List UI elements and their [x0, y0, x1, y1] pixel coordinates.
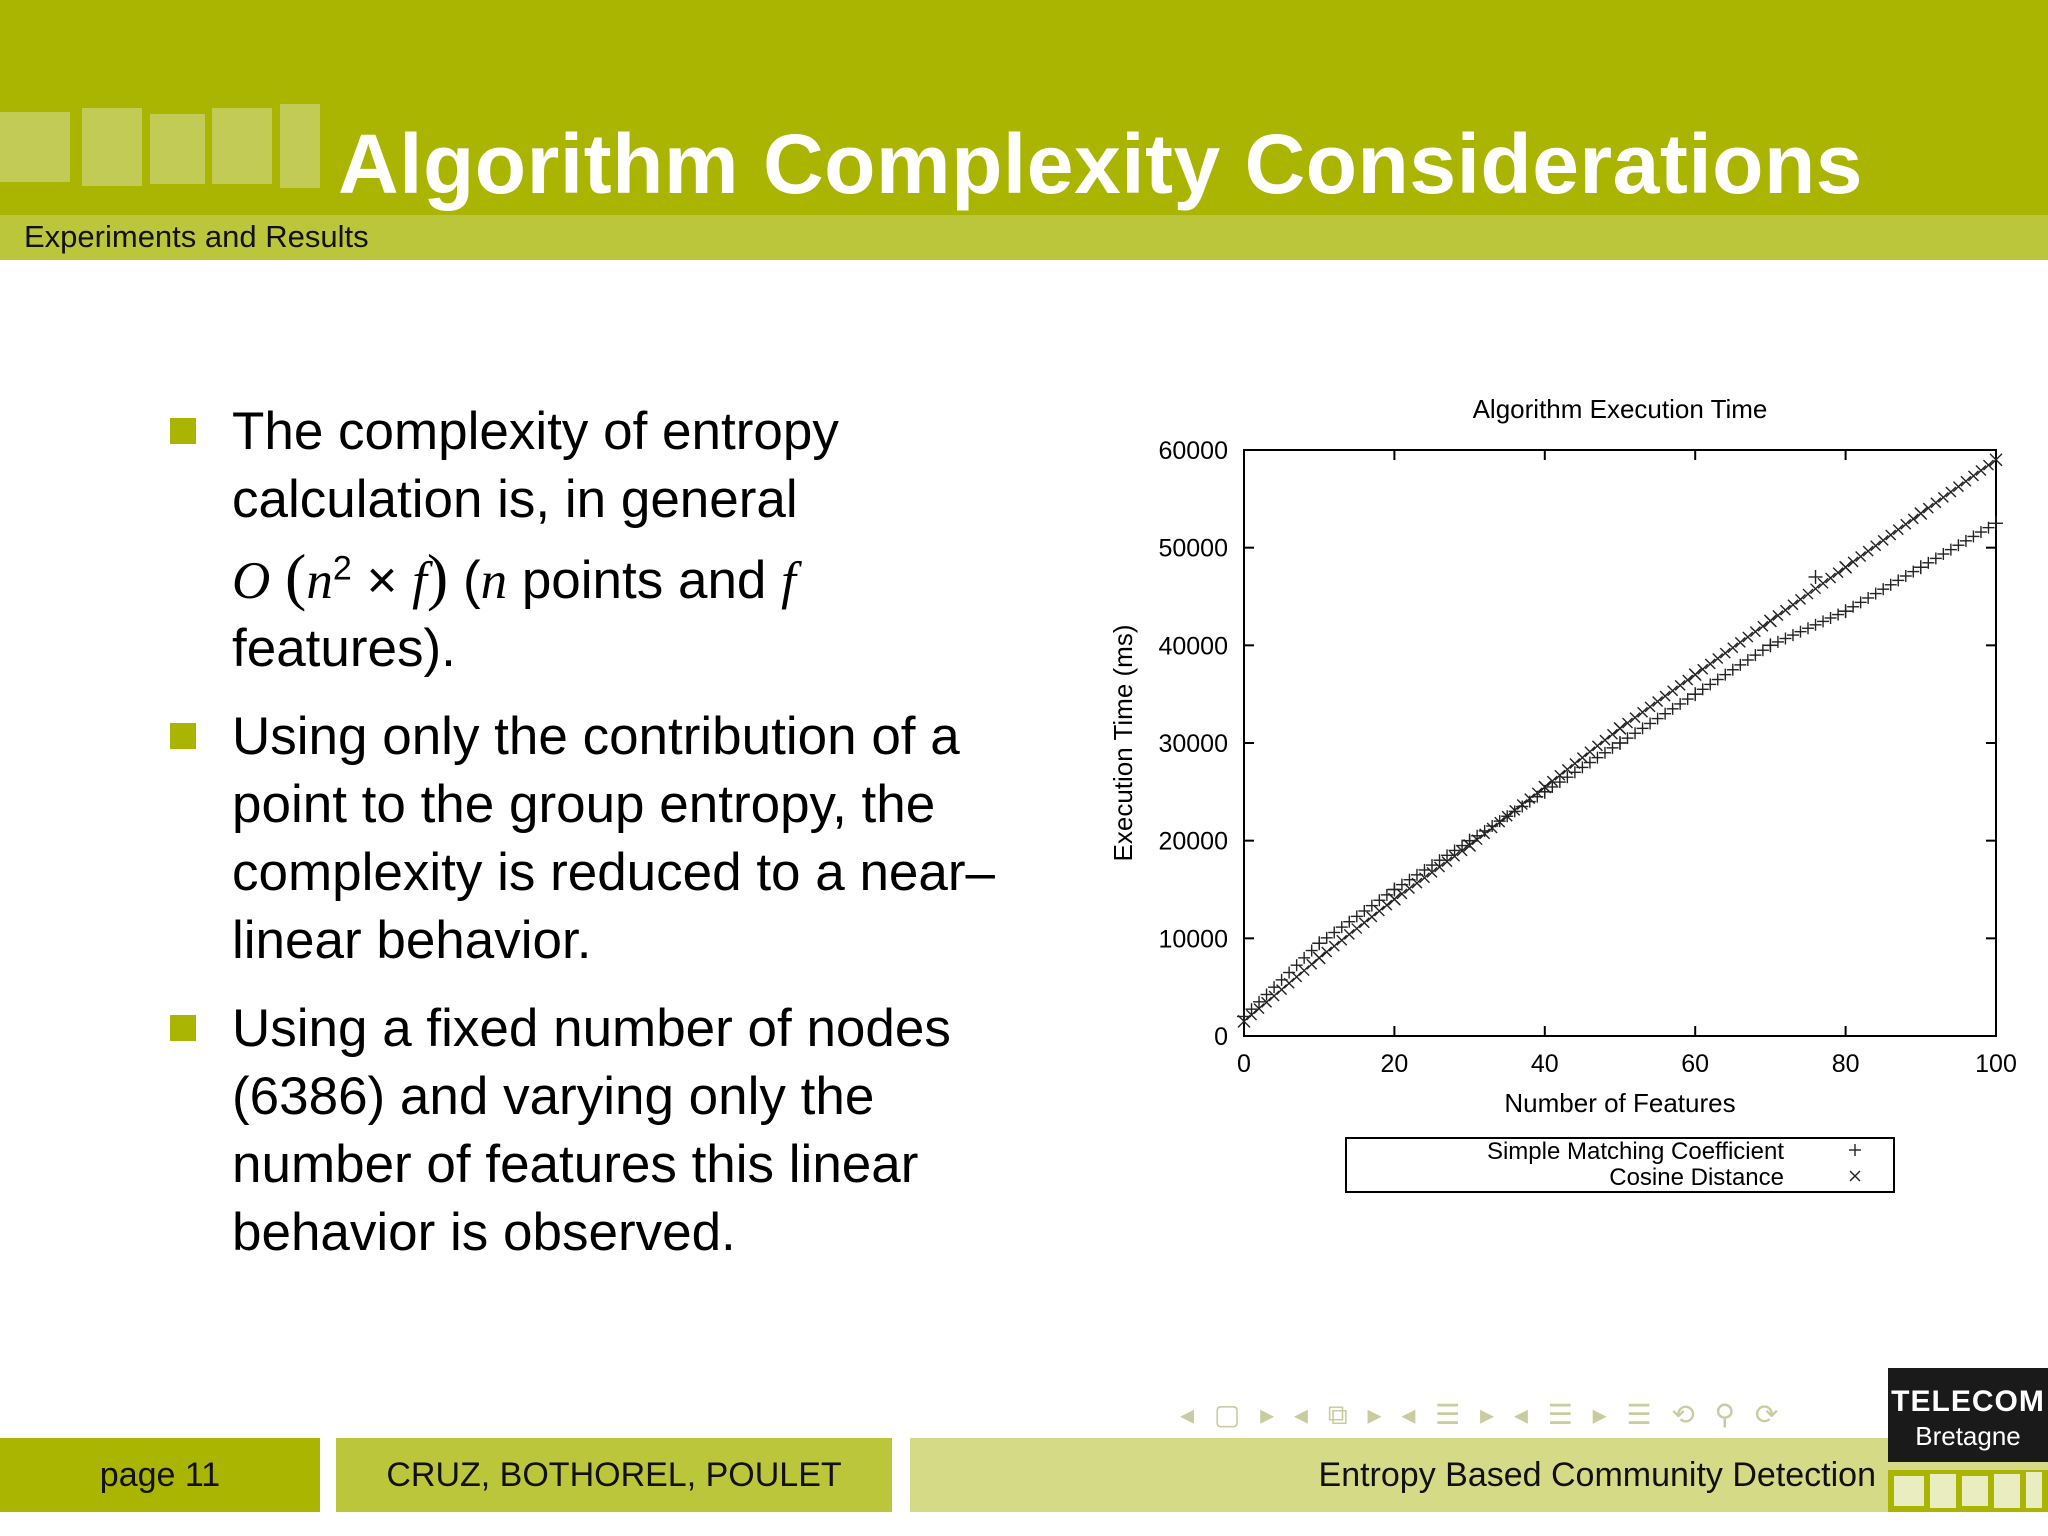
x-axis-ticks	[1237, 450, 2017, 1078]
data-points	[1237, 454, 2003, 1028]
bullet-square-icon	[170, 1015, 196, 1041]
complexity-formula: O $(n^2 \times f)$ (n points and f	[232, 540, 796, 612]
beamer-navigation-icons[interactable]: ◂ ▢ ▸ ◂ ⧉ ▸ ◂ ☰ ▸ ◂ ☰ ▸ ☰ ⟲ ⚲ ⟳	[1180, 1399, 1785, 1430]
telecom-bretagne-logo: TELECOM Bretagne	[1888, 1368, 2048, 1462]
x-tick-label: 20	[1380, 1050, 1409, 1078]
footer-talk-title: Entropy Based Community Detection	[910, 1438, 2048, 1512]
bullet-line: features).	[232, 618, 456, 678]
bullet-list	[170, 398, 1020, 1287]
bullet-line: The complexity of entropy	[232, 402, 839, 461]
y-tick-label: 40000	[1158, 632, 1228, 661]
bullet-item	[170, 995, 1020, 1267]
legend-entry: Cosine Distance	[1609, 1164, 1784, 1191]
bullet-item	[170, 398, 1020, 683]
y-tick-label: 10000	[1158, 925, 1228, 954]
y-tick-label: 30000	[1158, 730, 1228, 758]
x-tick-label: 80	[1831, 1050, 1860, 1078]
legend-entry: Simple Matching Coefficient	[1486, 1138, 1784, 1165]
x-axis-label: Number of Features	[1504, 1088, 1736, 1118]
x-tick-label: 100	[1975, 1050, 2017, 1078]
x-tick-label: 40	[1530, 1050, 1559, 1078]
bullet-square-icon	[170, 723, 196, 749]
bullet-text: Using a fixed number of nodes (6386) and varying only the number of features this linear behavior is observed.	[232, 998, 951, 1262]
section-label: Experiments and Results	[24, 219, 369, 254]
slide-title: Algorithm Complexity Considerations	[338, 117, 1863, 211]
footer-authors: CRUZ, BOTHOREL, POULET	[336, 1438, 892, 1512]
y-tick-label: 20000	[1158, 827, 1228, 856]
bullet-text: Using only the contribution of a point to the group entropy, the complexity is reduced to a near–linear behavior.	[232, 706, 996, 970]
x-tick-label: 0	[1237, 1050, 1251, 1078]
y-tick-label: 0	[1214, 1023, 1228, 1051]
bullet-item	[170, 703, 1020, 975]
bullet-line: calculation is, in general	[232, 470, 798, 529]
bullet-square-icon	[170, 418, 196, 444]
header-logo-watermark	[0, 100, 330, 192]
execution-time-chart	[1080, 388, 2030, 1208]
y-tick-label: 50000	[1158, 534, 1228, 563]
y-axis-label: Execution Time (ms)	[1108, 624, 1138, 862]
x-tick-label: 60	[1681, 1050, 1710, 1078]
y-axis-ticks	[1158, 437, 1996, 1051]
y-tick-label: 60000	[1158, 437, 1228, 465]
chart-title: Algorithm Execution Time	[1472, 394, 1768, 424]
footer-logo-graphic	[1888, 1466, 2048, 1512]
footer-page: page 11	[0, 1438, 320, 1512]
